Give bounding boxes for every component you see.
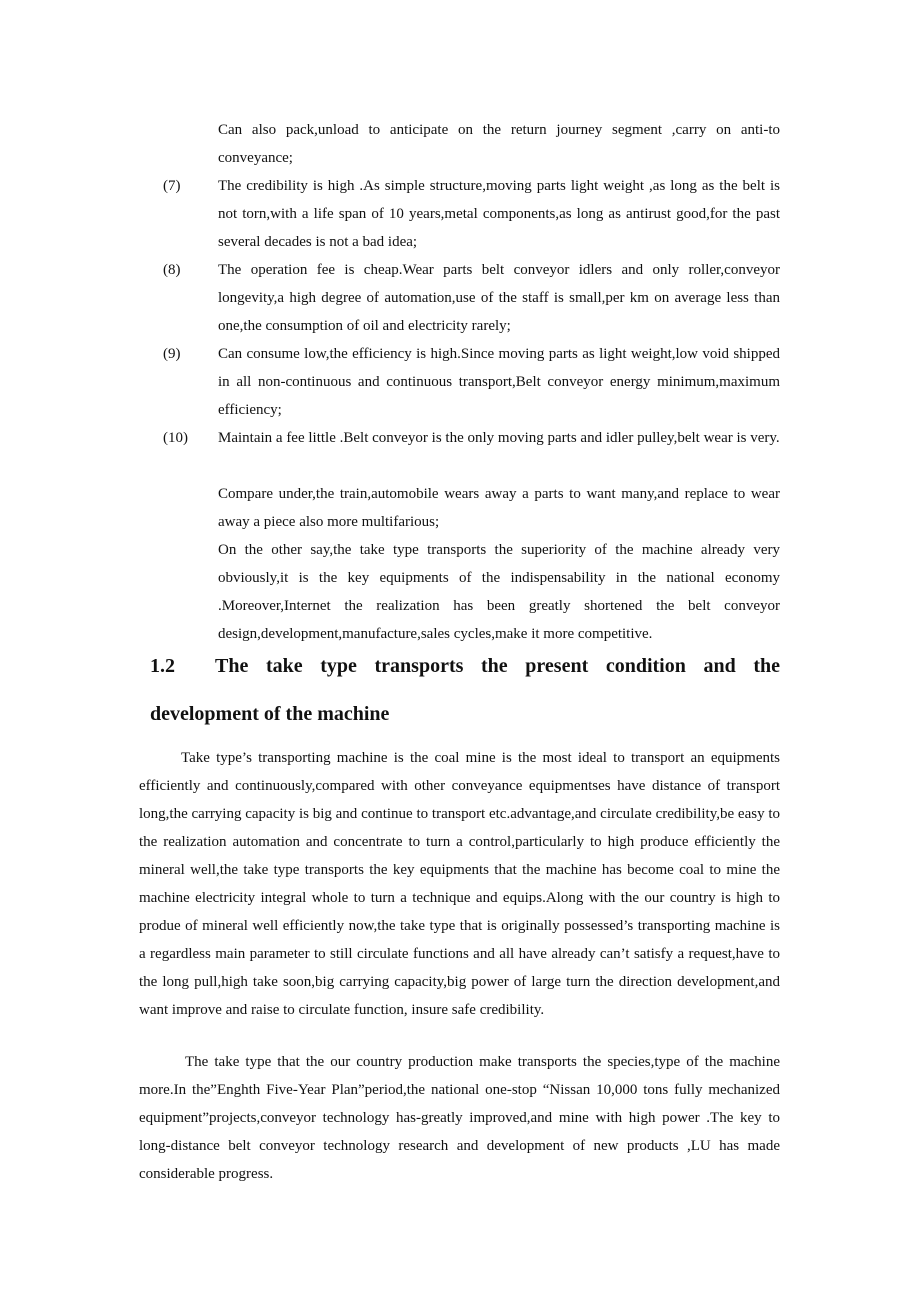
list-item-number: (7) <box>163 178 181 194</box>
list-item-number: (8) <box>163 262 181 278</box>
section-title: The take type transports the present condition and the development of the machine <box>150 655 780 725</box>
list-item-number: (9) <box>163 346 181 362</box>
list-item-text: The credibility is high .As simple structure,moving parts light weight ,as long as the belt is not torn,with a life span of 10 years,metal components,as long as antirust good,for the past several decades is not a bad idea; <box>218 178 780 250</box>
list-item-number: (10) <box>163 430 188 446</box>
paragraph-text: The take type that the our country production make transports the species,type of the machine more.In the”Enghth Five-Year Plan”period,the national one-stop “Nissan 10,000 tons fully mechanized equipment”projects,conveyor technology has-greatly improved,and mine with high power .The key to long-distance belt conveyor technology research and development of new products ,LU has made considerable progress. <box>139 1054 780 1182</box>
continuation-text: Can also pack,unload to anticipate on the return journey segment ,carry on anti-to conveyance; <box>218 122 780 166</box>
paragraph-text: Compare under,the train,automobile wears away a parts to want many,and replace to wear away a piece also more multifarious; <box>218 486 780 530</box>
list-item-text: Maintain a fee little .Belt conveyor is the only moving parts and idler pulley,belt wear is very. <box>218 430 780 446</box>
body-paragraph-2 <box>139 1048 780 1188</box>
list-item-text: Can consume low,the efficiency is high.Since moving parts as light weight,low void shipped in all non-continuous and continuous transport,Belt conveyor energy minimum,maximum efficiency; <box>218 346 780 418</box>
paragraph-text: Take type’s transporting machine is the coal mine is the most ideal to transport an equipments efficiently and continuously,compared with other conveyance equipmentses have distance of transport long,the carrying capacity is big and continue to transport etc.advantage,and circulate credibility,be easy to the realization automation and concentrate to turn a control,particularly to high produce efficiently the mineral well,the take type transports the key equipments that the machine has become coal to mine the machine electricity integral whole to turn a technique and equips.Along with the our country is high to produe of mineral well efficiently now,the take type that is originally possessed’s transporting machine is a regardless main parameter to still circulate functions and all have already can’t satisfy a request,have to the long pull,high take soon,big carrying capacity,big power of large turn the direction development,and want improve and raise to circulate function, insure safe credibility. <box>139 750 780 1018</box>
paragraph-text: On the other say,the take type transports the superiority of the machine already very obviously,it is the key equipments of the indispensability in the national economy .Moreover,Internet the realization has been greatly shortened the belt conveyor design,development,manufacture,sales cycles,make it more competitive. <box>218 542 780 642</box>
section-heading <box>150 642 780 738</box>
body-paragraph-1 <box>139 744 780 1024</box>
section-number: 1.2 <box>150 655 175 677</box>
after-items-paragraph-1 <box>218 480 780 536</box>
list-item-text: The operation fee is cheap.Wear parts belt conveyor idlers and only roller,conveyor longevity,a high degree of automation,use of the staff is small,per km on average less than one,the consumption of oil and electricity rarely; <box>218 262 780 334</box>
continuation-paragraph <box>218 116 780 172</box>
after-items-paragraph-2 <box>218 536 780 648</box>
